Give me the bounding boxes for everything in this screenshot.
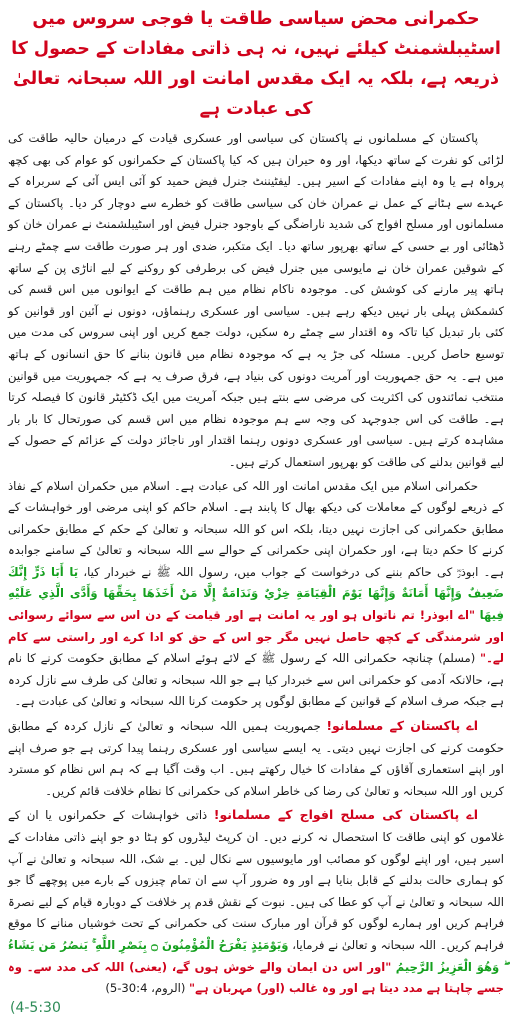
paragraph-1: پاکستان کے مسلمانوں نے پاکستان کی سیاسی اور عسکری قیادت کے درمیان حالیہ طاقت کی لڑائی کو نفرت کے ساتھ دیکھا، اور وہ حیران ہیں کہ کیا پاکستان کے حکمرانوں کو عوام کی بھی کچھ پرواہ ہے یا وہ اپنے مفادات کے اسیر ہیں۔ لیفٹیننٹ جنرل فیض حمید کو آئی ایس آئی کے سربراہ کے عہدے سے ہٹانے کے عمل نے عمران خان کی سیاسی طاقت کو خطرے سے دوچار کر دیا۔ پاکستان کے مسلمانوں اور مسلح افواج کی شدید ناراضگی کے باوجود جنرل فیض اور اسٹیبلشمنٹ نے عمران خان کو ڈھٹائی اور بے حسی کے ساتھ بھرپور ساتھ دیا۔ ایک متکبر، ضدی اور ہر صورت طاقت سے چمٹے رہنے کے شوقین عمران خان نے مایوسی میں جنرل فیض کی برطرفی کو روکنے کے لیے اناڑی پن کے ساتھ ہاتھ پیر مارنے کی کوشش کی۔ موجودہ ناکام نظام میں ہم طاقت کے ایوانوں میں اس قسم کی کشمکش پہلی بار نہیں دیکھ رہے ہیں۔ سیاسی اور عسکری رہنماؤں، دونوں نے آئین اور قوانین کو کئی بار تبدیل کیا تاکہ وہ اقتدار سے چمٹے رہ سکیں، دولت جمع کریں اور اپنی سروس کی مدت میں توسیع حاصل کریں۔ مسئلہ کی جڑ یہ ہے کہ موجودہ نظام میں قانون بنانے کا حق انسانوں کے ہاتھ میں ہے۔ یہ حق جمہوریت اور آمریت دونوں کی بنیاد ہے، فرق صرف یہ ہے کہ جمہوریت میں قوانین منتخب نمائندوں کی اکثریت کی مرضی سے بنتے ہیں جبکہ آمریت میں ایک ڈکٹیٹر قانون کا فیصلہ کرتا ہے۔ طاقت کی اس جدوجہد کی وجہ سے ہم موجودہ نظام میں اس قسم کی صورتحال کا بار بار مشاہدہ کرتے ہیں۔ سیاسی اور عسکری دونوں رہنما اقتدار اور ناجائز دولت کے عزائم کے حصول کے لیے قوانین بدلنے کی طاقت کو بھرپور استعمال کرتے ہیں۔ xyxy=(8,131,504,469)
headline xyxy=(8,4,504,124)
hadith-arabic: يَا أَبَا ذَرٍّ إِنَّكَ ضَعِيفٌ وَإِنَّهَا أَمَانَةٌ وَإِنَّهَا يَوْمَ الْقِيَامَةِ خِزْيٌ وَنَدَامَةٌ إِلَّا مَنْ أَخَذَهَا بِحَقِّهَا وَأَدَّى الَّذِي عَلَيْهِ فِيهَا xyxy=(8,564,504,623)
quran-translation: "اور اس دن ایمان والے خوش ہوں گے، (یعنی) اللہ کی مدد سے۔ وہ جسے چاہتا ہے مدد دیتا ہے اور وہ غالب (اور) مہربان ہے" xyxy=(8,959,504,996)
paragraph-4 xyxy=(8,804,504,999)
paragraph-2 xyxy=(8,476,504,714)
paragraph-3 xyxy=(8,715,504,802)
paragraph-4-text: ذاتی خواہشات کے حکمرانوں یا ان کے غلاموں کو اپنی طاقت کا استحصال نہ کرنے دیں۔ ان کرپٹ لیڈروں کو ہٹا دو جو اپنے ذاتی مفادات کے اسیر ہیں، اور اپنے لوگوں کو مصائب اور مایوسیوں سے نکال لیں۔ بے شک، اللہ سبحانہ و تعالیٰ نے آپ کو ہماری حالت بدلنے کے قابل بنایا ہے اور وہ ضرور آپ سے ان تمام چیزوں کے بارے میں پوچھے گا جو اللہ سبحانہ و تعالیٰ نے آپ کو عطا کی ہیں۔ نبوت کے نقش قدم پر خلافت کے دوبارہ قیام کے لیے نصرۃ فراہم کریں اور ہمارے لوگوں کو قرآن اور مبارک سنت کی حکمرانی کے تحت خوشیاں منانے کا موقع فراہم کریں۔ اللہ سبحانہ و تعالیٰ نے فرمایا، xyxy=(8,808,504,952)
quran-reference: (الروم، 30:4-5) xyxy=(105,981,186,996)
headline-line-2: بلکہ یہ ایک مقدس امانت اور اللہ سبحانہ تعالیٰ کی عبادت ہے xyxy=(12,69,414,119)
address-pakistan-muslims: اے پاکستان کے مسلمانو! xyxy=(326,718,479,734)
hadith-reference: (مسلم) xyxy=(438,651,476,666)
paragraph-2-text: حکمرانی اسلام میں ایک مقدس امانت اور اللہ کی عبادت ہے۔ اسلام میں حکمران اسلام کے نفاذ کے ذریعے لوگوں کے معاملات کی دیکھ بھال کا پابند ہے۔ اسلام حاکم کو اپنی مرضی اور خواہشات کے مطابق حکمرانی کی اجازت نہیں دیتا، بلکہ اس کو اللہ سبحانہ و تعالیٰ کے حکم کے مطابق حکمرانی کرنے کا حکم دیتا ہے، اور حکمران اپنی حکمرانی کے حوالے سے اللہ سبحانہ و تعالیٰ کے سامنے جوابدہ ہے۔ ابوذرؓ کی حاکم بننے کی درخواست کے جواب میں، رسول اللہ ﷺ نے خبردار کیا، xyxy=(8,478,504,579)
headline-line-1: حکمرانی محض سیاسی طاقت یا فوجی سروس میں اسٹیبلشمنٹ کیلئے نہیں، نہ ہی ذاتی مفادات کے حصول کا ذریعہ ہے، xyxy=(11,9,501,89)
quran-arabic: وَيَوْمَئِذٍ يَفْرَحُ الْمُؤْمِنُونَ ۝ بِنَصْرِ اللَّهِ ۚ يَنصُرُ مَن يَشَاءُ ۖ وَهُوَ الْعَزِيزُ الرَّحِيمُ xyxy=(8,937,505,974)
verse-reference: (4-5:30 xyxy=(10,1000,61,1016)
paragraph-3-text: جمہوریت ہمیں اللہ سبحانہ و تعالیٰ کے نازل کردہ کے مطابق حکومت کرنے کی اجازت نہیں دیتی۔ یہ ایسے سیاسی اور عسکری رہنما پیدا کرتی ہے جو صرف اپنے اور اپنے استعماری آقاؤں کے مفادات کا خیال رکھتے ہیں۔ اب وقت آگیا ہے کہ ہم اس نظام کو مسترد کریں اور اللہ سبحانہ و تعالیٰ کی رضا کی خاطر اسلام کی حکمرانی کا نظام خلافت قائم کریں۔ xyxy=(8,719,504,798)
address-armed-forces: اے پاکستان کی مسلح افواج کے مسلمانو! xyxy=(213,807,478,823)
hadith-translation: "اے ابوذر! تم ناتواں ہو اور یہ امانت ہے اور قیامت کے دن اس سے سوائے رسوائی اور شرمندگی کے کچھ حاصل نہیں مگر جو اس کے حق کو ادا کرے اور راستی سے کام لے۔" xyxy=(8,608,505,666)
paragraph-2-tail: چنانچہ حکمرانی اللہ کے رسول ﷺ کے لائے ہوئے اسلام کے مطابق حکومت کرنے کا نام ہے، حالانکہ آدمی کو حکمرانی اس سے خبردار کیا ہے جو اللہ سبحانہ و تعالیٰ کی طرف سے نازل کردہ ہے جبکہ صرف اسلام کے قوانین کے مطابق لوگوں پر حکومت کرنا اللہ سبحانہ و تعالیٰ کی عبادت ہے۔ xyxy=(8,651,504,709)
